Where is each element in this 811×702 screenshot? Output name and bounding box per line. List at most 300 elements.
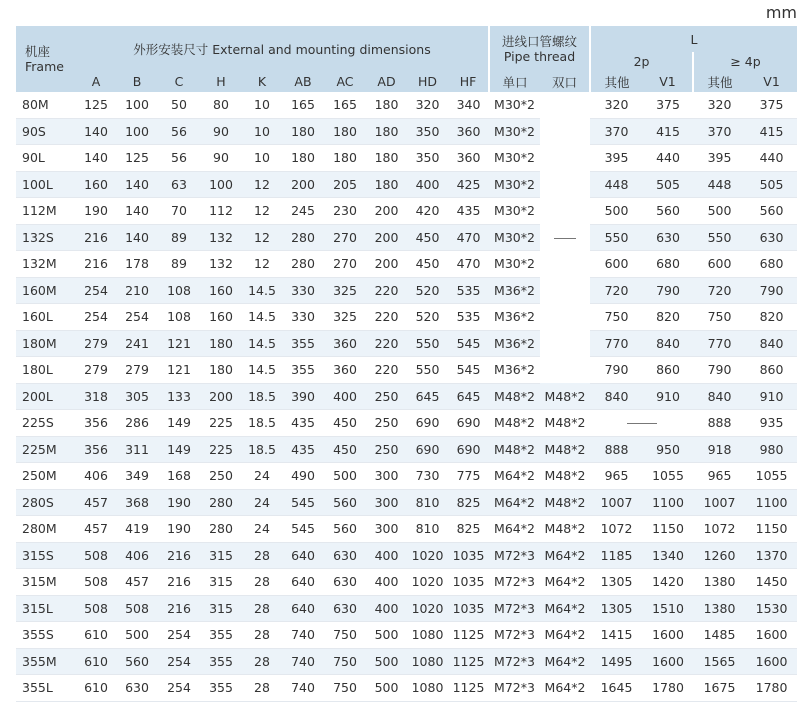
dimension-cell: 180 [366,118,407,145]
dimension-cell: 690 [407,436,448,463]
length-cell: 630 [643,224,693,251]
frame-cell: 315L [16,595,76,622]
length-cell: 1420 [643,569,693,596]
length-cell: 1485 [693,622,746,649]
dimension-cell: 400 [407,171,448,198]
dimension-cell: 254 [76,277,116,304]
dimension-cell: 740 [282,675,324,702]
frame-cell: 355S [16,622,76,649]
dimension-cell: 355 [282,357,324,384]
dimension-cell: 740 [282,648,324,675]
dimension-cell: 645 [407,383,448,410]
table-row [16,118,797,145]
dimension-cell: 125 [116,145,158,172]
dimension-cell: 450 [324,436,366,463]
column-header: H [200,71,242,92]
column-header: 双口 [540,71,590,92]
dimension-cell: 360 [448,145,489,172]
dimension-cell: 178 [116,251,158,278]
dimension-cell: 315 [200,569,242,596]
dimension-cell: 450 [324,410,366,437]
length-cell: 1780 [746,675,797,702]
dimension-cell: 355 [200,648,242,675]
dimension-cell: 750 [324,675,366,702]
frame-cell: 132M [16,251,76,278]
dimension-cell: 18.5 [242,383,282,410]
table-row [16,383,797,410]
dimension-cell: 500 [116,622,158,649]
table-row [16,595,797,622]
dimension-cell: 545 [448,357,489,384]
length-cell: 1380 [693,569,746,596]
column-header: 单口 [489,71,540,92]
single-port-cell: M64*2 [489,463,540,490]
dimension-cell: 500 [366,675,407,702]
dimension-cell: 420 [407,198,448,225]
length-cell: 1055 [643,463,693,490]
frame-header-cn: 机座 [25,44,51,59]
dimension-cell: 545 [448,330,489,357]
dimension-cell: 340 [448,92,489,118]
length-cell: 1495 [590,648,643,675]
dimension-cell: 508 [76,595,116,622]
frame-cell: 200L [16,383,76,410]
length-cell: 860 [746,357,797,384]
length-cell: 1370 [746,542,797,569]
dimension-cell: 1020 [407,569,448,596]
single-port-cell: M30*2 [489,251,540,278]
dimension-cell: 535 [448,277,489,304]
dimension-cell: 300 [366,489,407,516]
table-row [16,92,797,118]
dimension-cell: 1020 [407,595,448,622]
dimension-cell: 610 [76,622,116,649]
dimension-cell: 330 [282,304,324,331]
dimension-cell: 400 [366,595,407,622]
dimension-cell: 28 [242,648,282,675]
length-cell: 370 [693,118,746,145]
dimension-cell: 56 [158,118,200,145]
dimension-cell: 300 [366,463,407,490]
table-header [16,26,797,92]
dimension-cell: 270 [324,224,366,251]
dimension-cell: 28 [242,675,282,702]
dimension-cell: 56 [158,145,200,172]
column-header: V1 [746,71,797,92]
dimension-cell: 400 [324,383,366,410]
length-cell: 375 [643,92,693,118]
dimension-cell: 1125 [448,622,489,649]
length-cell: 320 [590,92,643,118]
dimension-cell: 200 [282,171,324,198]
length-cell: 840 [643,330,693,357]
length-cell: 950 [643,436,693,463]
length-cell: 840 [746,330,797,357]
pipe-thread-header [489,26,590,71]
frame-cell: 355L [16,675,76,702]
dimension-cell: 132 [200,251,242,278]
l-4p-header: ≥ 4p [693,52,797,71]
dimension-cell: 149 [158,410,200,437]
dimension-cell: 254 [158,675,200,702]
table-row [16,489,797,516]
dimension-cell: 1080 [407,675,448,702]
length-cell: 1260 [693,542,746,569]
dimension-cell: 350 [407,145,448,172]
column-header: K [242,71,282,92]
dimension-cell: 311 [116,436,158,463]
dimension-cell: 80 [200,92,242,118]
dimension-cell: 90 [200,145,242,172]
length-cell: 550 [590,224,643,251]
dimension-cell: 165 [282,92,324,118]
dimension-cell: 132 [200,224,242,251]
dimension-cell: 360 [324,357,366,384]
dimension-cell: 10 [242,118,282,145]
dimension-cell: 457 [116,569,158,596]
dimension-cell: 435 [448,198,489,225]
length-cell: 1305 [590,595,643,622]
length-cell: 750 [693,304,746,331]
dimension-cell: 140 [116,224,158,251]
l-2p-header: 2p [590,52,693,71]
l-2p-none-cell [590,410,693,437]
column-header: AC [324,71,366,92]
dimension-cell: 470 [448,224,489,251]
dimension-cell: 108 [158,277,200,304]
length-cell: 448 [693,171,746,198]
dimension-cell: 180 [200,357,242,384]
length-cell: 770 [693,330,746,357]
length-cell: 395 [693,145,746,172]
single-port-cell: M72*3 [489,569,540,596]
dimension-cell: 133 [158,383,200,410]
dimension-cell: 216 [76,251,116,278]
dimension-cell: 270 [324,251,366,278]
dimension-cell: 180 [282,118,324,145]
table-row [16,171,797,198]
single-port-cell: M48*2 [489,383,540,410]
column-header: AD [366,71,407,92]
dimension-cell: 24 [242,516,282,543]
dimension-cell: 550 [407,357,448,384]
dimension-cell: 740 [282,622,324,649]
dimension-cell: 368 [116,489,158,516]
dimension-cell: 216 [76,224,116,251]
table-row [16,251,797,278]
dimension-cell: 280 [200,516,242,543]
dimension-cell: 470 [448,251,489,278]
dimension-cell: 630 [324,595,366,622]
dimension-cell: 241 [116,330,158,357]
dimension-cell: 160 [200,304,242,331]
table-row [16,145,797,172]
dimension-cell: 121 [158,330,200,357]
double-port-cell: M64*2 [540,595,590,622]
dimension-cell: 180 [366,92,407,118]
length-cell: 560 [643,198,693,225]
dimensions-table [16,26,797,702]
dimension-cell: 140 [76,118,116,145]
length-cell: 888 [590,436,643,463]
dimension-cell: 457 [76,489,116,516]
single-port-cell: M30*2 [489,145,540,172]
dimension-cell: 560 [324,516,366,543]
dimension-cell: 200 [200,383,242,410]
dimension-cell: 190 [76,198,116,225]
dimension-cell: 190 [158,516,200,543]
dimension-cell: 28 [242,542,282,569]
dimension-cell: 1020 [407,542,448,569]
dimension-cell: 1035 [448,595,489,622]
length-cell: 770 [590,330,643,357]
dimension-cell: 100 [116,92,158,118]
dimension-cell: 28 [242,595,282,622]
dimension-cell: 63 [158,171,200,198]
dimension-cell: 14.5 [242,277,282,304]
length-cell: 820 [643,304,693,331]
single-port-cell: M72*3 [489,675,540,702]
dimension-cell: 305 [116,383,158,410]
dimension-cell: 400 [366,569,407,596]
column-header: A [76,71,116,92]
dimension-cell: 1035 [448,569,489,596]
length-cell: 935 [746,410,797,437]
length-cell: 965 [590,463,643,490]
dimension-cell: 200 [366,224,407,251]
table-row [16,357,797,384]
frame-cell: 355M [16,648,76,675]
length-cell: 1305 [590,569,643,596]
frame-cell: 180M [16,330,76,357]
double-port-cell: M64*2 [540,675,590,702]
table-row [16,410,797,437]
length-cell: 550 [693,224,746,251]
length-cell: 1600 [746,622,797,649]
dimension-cell: 250 [366,383,407,410]
length-cell: 448 [590,171,643,198]
dimension-cell: 610 [76,648,116,675]
dimension-cell: 112 [200,198,242,225]
dimension-cell: 165 [324,92,366,118]
dimension-cell: 225 [200,436,242,463]
dimension-cell: 400 [366,542,407,569]
dimension-cell: 1080 [407,622,448,649]
dimension-cell: 640 [282,569,324,596]
length-cell: 320 [693,92,746,118]
dimension-cell: 121 [158,357,200,384]
dimension-cell: 355 [200,622,242,649]
dimension-cell: 18.5 [242,410,282,437]
length-cell: 720 [693,277,746,304]
dimension-cell: 1125 [448,648,489,675]
dimension-cell: 279 [76,357,116,384]
dimension-cell: 180 [324,118,366,145]
dimension-cell: 750 [324,648,366,675]
column-header: 其他 [693,71,746,92]
dimension-cell: 350 [407,118,448,145]
dimension-cell: 419 [116,516,158,543]
table-row [16,436,797,463]
dimension-cell: 254 [158,648,200,675]
double-port-cell: M48*2 [540,516,590,543]
dimension-cell: 108 [158,304,200,331]
dimension-cell: 355 [200,675,242,702]
single-port-cell: M36*2 [489,304,540,331]
single-port-cell: M72*3 [489,542,540,569]
dimension-cell: 550 [407,330,448,357]
dimension-cell: 545 [282,516,324,543]
dimension-cell: 200 [366,198,407,225]
length-cell: 820 [746,304,797,331]
dimension-cell: 245 [282,198,324,225]
dimension-cell: 1035 [448,542,489,569]
single-port-cell: M30*2 [489,118,540,145]
length-cell: 415 [643,118,693,145]
length-cell: 1675 [693,675,746,702]
double-port-cell: M64*2 [540,542,590,569]
dimension-cell: 140 [116,171,158,198]
single-port-cell: M36*2 [489,357,540,384]
double-port-none-cell [540,92,590,383]
dimension-cell: 180 [366,145,407,172]
dimension-cell: 250 [200,463,242,490]
dimension-cell: 12 [242,198,282,225]
dimension-cell: 520 [407,277,448,304]
table-row [16,622,797,649]
double-port-cell: M48*2 [540,463,590,490]
dimension-cell: 220 [366,304,407,331]
dimension-cell: 690 [448,436,489,463]
dimension-cell: 24 [242,463,282,490]
dimension-cell: 10 [242,92,282,118]
frame-cell: 80M [16,92,76,118]
column-header: V1 [643,71,693,92]
dimension-cell: 325 [324,304,366,331]
length-cell: 1007 [693,489,746,516]
column-header: C [158,71,200,92]
dimension-cell: 425 [448,171,489,198]
length-cell: 918 [693,436,746,463]
single-port-cell: M72*3 [489,595,540,622]
dimension-cell: 250 [366,410,407,437]
single-port-cell: M64*2 [489,489,540,516]
dimension-cell: 200 [366,251,407,278]
dimension-cell: 490 [282,463,324,490]
length-cell: 1415 [590,622,643,649]
pipe-thread-cn: 进线口管螺纹 [502,33,578,49]
length-cell: 790 [746,277,797,304]
dimension-cell: 318 [76,383,116,410]
length-cell: 500 [693,198,746,225]
dimension-cell: 149 [158,436,200,463]
table-row [16,648,797,675]
length-cell: 1600 [643,648,693,675]
length-cell: 600 [693,251,746,278]
length-cell: 965 [693,463,746,490]
frame-cell: 225M [16,436,76,463]
column-header: AB [282,71,324,92]
single-port-cell: M72*3 [489,648,540,675]
dimension-cell: 508 [116,595,158,622]
dimension-cell: 560 [324,489,366,516]
table-row [16,675,797,702]
dimension-cell: 70 [158,198,200,225]
length-cell: 840 [693,383,746,410]
single-port-cell: M30*2 [489,171,540,198]
dimension-cell: 168 [158,463,200,490]
dimension-cell: 810 [407,489,448,516]
pipe-thread-en: Pipe thread [503,48,576,64]
dims-header: 外形安装尺寸 External and mounting dimensions [76,26,489,71]
dimension-cell: 89 [158,251,200,278]
dimension-cell: 280 [200,489,242,516]
length-cell: 680 [746,251,797,278]
dimension-cell: 220 [366,357,407,384]
length-cell: 440 [643,145,693,172]
length-cell: 680 [643,251,693,278]
dash-mark [554,238,576,239]
dimension-cell: 216 [158,569,200,596]
l-header: L [590,26,797,52]
dimension-cell: 630 [116,675,158,702]
dimension-cell: 160 [76,171,116,198]
length-cell: 1100 [643,489,693,516]
dimension-cell: 560 [116,648,158,675]
dimension-cell: 225 [200,410,242,437]
dimension-cell: 406 [116,542,158,569]
dimension-cell: 330 [282,277,324,304]
dimension-cell: 14.5 [242,304,282,331]
double-port-cell: M48*2 [540,489,590,516]
column-header-row [16,71,797,92]
length-cell: 1380 [693,595,746,622]
dimension-cell: 360 [448,118,489,145]
length-cell: 910 [746,383,797,410]
dimension-cell: 10 [242,145,282,172]
table-row [16,569,797,596]
dimension-cell: 280 [282,251,324,278]
dimension-cell: 315 [200,595,242,622]
dimension-cell: 90 [200,118,242,145]
dimension-cell: 690 [407,410,448,437]
length-cell: 790 [643,277,693,304]
frame-cell: 160M [16,277,76,304]
frame-cell: 315M [16,569,76,596]
dimension-cell: 50 [158,92,200,118]
dimension-cell: 28 [242,569,282,596]
dimension-cell: 775 [448,463,489,490]
length-cell: 980 [746,436,797,463]
length-cell: 840 [590,383,643,410]
length-cell: 415 [746,118,797,145]
column-header: 其他 [590,71,643,92]
dimension-cell: 640 [282,595,324,622]
table-row [16,330,797,357]
table-row [16,516,797,543]
table-row [16,277,797,304]
dimension-cell: 250 [366,436,407,463]
dimension-cell: 160 [200,277,242,304]
dimension-cell: 89 [158,224,200,251]
dimension-cell: 825 [448,489,489,516]
dimension-cell: 825 [448,516,489,543]
dimension-cell: 630 [324,542,366,569]
frame-cell: 132S [16,224,76,251]
dimension-cell: 500 [366,622,407,649]
length-cell: 888 [693,410,746,437]
length-cell: 1600 [746,648,797,675]
